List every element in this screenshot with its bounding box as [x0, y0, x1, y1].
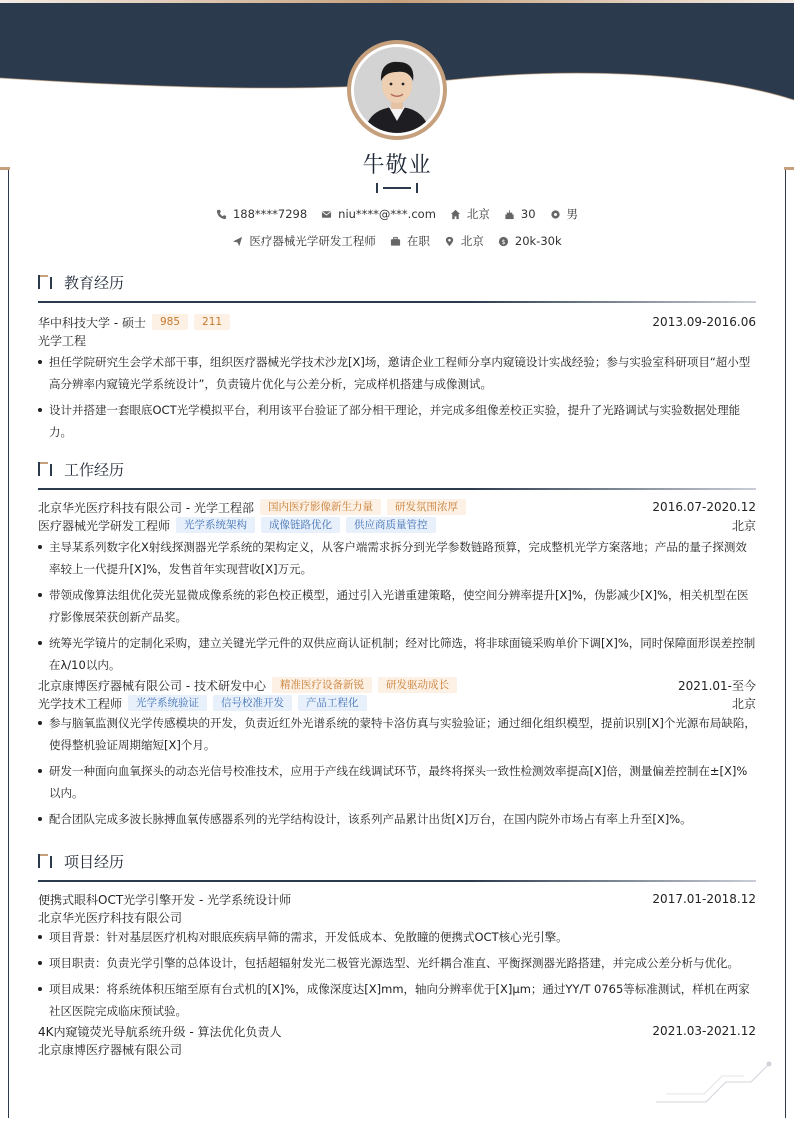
- name-divider: [376, 183, 418, 193]
- home-icon: [450, 209, 461, 220]
- section-marker-icon: [38, 462, 56, 476]
- section-title: 项目经历: [64, 852, 125, 871]
- section-marker-icon: [38, 275, 56, 289]
- section-divider: [38, 880, 756, 882]
- email-icon: [321, 209, 332, 220]
- age-value: 30: [520, 207, 536, 221]
- project-entry: [38, 890, 756, 1022]
- salary-range: 20k-30k: [514, 234, 562, 248]
- education-section: [38, 272, 756, 447]
- section-marker-icon: [38, 854, 56, 868]
- section-title: 工作经历: [64, 460, 125, 479]
- job-role: 光学技术工程师: [38, 696, 123, 711]
- section-divider: [38, 301, 756, 303]
- salary-icon: [498, 236, 509, 247]
- city-info: [450, 206, 490, 222]
- skill-tag: 供应商质量管控: [346, 517, 436, 533]
- target-city: 北京: [460, 234, 484, 248]
- right-border-line: [785, 168, 786, 1118]
- contact-row: [0, 206, 794, 222]
- date-range: 2013.09-2016.06: [652, 315, 756, 329]
- list-item: 项目成果：将系统体积压缩至原有台式机的[X]%，成像深度达[X]mm，轴向分辨率优于[X]μm；通过YY/T 0765等标准测试，样机在两家社区医院完成临床预试验。: [38, 978, 756, 1022]
- list-item: 配合团队完成多波长脉搏血氧传感器系列的光学结构设计，该系列产品累计出货[X]万台，在国内院外市场占有率上升至[X]%。: [38, 808, 756, 830]
- list-item: 带领成像算法组优化荧光显微成像系统的彩色校正模型，通过引入光谱重建策略，使空间分辨率提升[X]%，伪影减少[X]%，相关机型在医疗影像展荣获创新产品奖。: [38, 584, 756, 628]
- project-name-role: 4K内窥镜荧光导航系统升级 - 算法优化负责人: [38, 1024, 282, 1039]
- candidate-name: 牛敬业: [362, 153, 432, 178]
- job-intent-row: [0, 233, 794, 249]
- phone-info[interactable]: [216, 207, 307, 221]
- major: 光学工程: [38, 333, 87, 348]
- skill-tag: 产品工程化: [298, 695, 367, 711]
- tag-badge: 精准医疗设备新锐: [272, 677, 372, 693]
- list-item: 项目背景：针对基层医疗机构对眼底疾病早筛的需求，开发低成本、免散瞳的便携式OCT核心光引擎。: [38, 926, 756, 948]
- date-range: 2016.07-2020.12: [652, 500, 756, 514]
- location-icon: [444, 236, 455, 247]
- project-org: 北京华光医疗科技有限公司: [38, 910, 183, 925]
- city-value: 北京: [466, 207, 490, 221]
- list-item: 设计并搭建一套眼底OCT光学模拟平台，利用该平台验证了部分相干理论，并完成多组像差校正实验，提升了光路调试与实验数据处理能力。: [38, 399, 756, 443]
- salary-info: [498, 234, 562, 248]
- skill-tag: 信号校准开发: [213, 695, 292, 711]
- avatar-frame: [347, 40, 447, 140]
- skill-tag: 光学系统架构: [176, 517, 255, 533]
- employment-status: 在职: [406, 234, 430, 248]
- email-address: niu****@***.com: [338, 207, 436, 221]
- status-info: [390, 233, 430, 249]
- age-icon: [504, 209, 515, 220]
- list-item: 主导某系列数字化X射线探测器光学系统的架构定义，从客户端需求拆分到光学参数链路预算，完成整机光学方案落地；产品的量子探测效率较上一代提升[X]%，发售首年实现营收[X]万元。: [38, 536, 756, 580]
- project-name-role: 便携式眼科OCT光学引擎开发 - 光学系统设计师: [38, 892, 292, 907]
- work-entry: [38, 676, 756, 830]
- tag-badge: 211: [194, 314, 230, 330]
- email-info[interactable]: [321, 207, 436, 221]
- phone-number: 188****7298: [232, 207, 308, 221]
- date-range: 2017.01-2018.12: [652, 892, 756, 906]
- svg-text:$: $: [501, 237, 506, 246]
- target-title: 医疗器械光学研发工程师: [249, 234, 376, 248]
- company-department: 北京华光医疗科技有限公司 - 光学工程部: [38, 500, 254, 515]
- target-title-info: [232, 233, 376, 249]
- job-location: 北京: [731, 518, 756, 533]
- gender-value: 男: [566, 207, 579, 221]
- tag-badge: 研发氛围浓厚: [387, 499, 466, 515]
- tag-badge: 985: [152, 314, 188, 330]
- section-divider: [38, 488, 756, 490]
- left-border-line: [8, 168, 9, 1118]
- job-location: 北京: [731, 696, 756, 711]
- gender-info: [550, 206, 579, 222]
- date-range: 2021.01-至今: [678, 678, 756, 693]
- list-item: 担任学院研究生会学术部干事，组织医疗器械光学技术沙龙[X]场，邀请企业工程师分享内窥镜设计实战经验；参与实验室科研项目“超小型高分辨率内窥镜光学系统设计”，负责镜片优化与公差分析，完成样机搭建与成像测试。: [38, 351, 756, 395]
- list-item: 研发一种面向血氧探头的动态光信号校准技术，应用于产线在线调试环节，最终将探头一致性检测效率提高[X]倍，测量偏差控制在±[X]%以内。: [38, 760, 756, 804]
- send-icon: [232, 236, 243, 247]
- education-entry: [38, 313, 756, 443]
- age-info: [504, 207, 536, 221]
- company-department: 北京康博医疗器械有限公司 - 技术研发中心: [38, 678, 266, 693]
- decorative-circuit-art: [656, 1048, 776, 1108]
- gender-icon: [550, 209, 561, 220]
- portrait-photo: [354, 47, 440, 133]
- project-entry: [38, 1022, 756, 1058]
- target-city-info: [444, 233, 484, 249]
- list-item: 项目职责：负责光学引擎的总体设计，包括超辐射发光二极管光源选型、光纤耦合准直、平衡探测器光路搭建，并完成公差分析与优化。: [38, 952, 756, 974]
- school-degree: 华中科技大学 - 硕士: [38, 315, 146, 330]
- tag-badge: 研发驱动成长: [378, 677, 457, 693]
- section-title: 教育经历: [64, 273, 125, 292]
- list-item: 统筹光学镜片的定制化采购，建立关键光学元件的双供应商认证机制；经对比筛选，将非球面镜采购单价下调[X]%，同时保障面形误差控制在λ/10以内。: [38, 632, 756, 676]
- briefcase-icon: [390, 236, 401, 247]
- date-range: 2021.03-2021.12: [652, 1024, 756, 1038]
- projects-section: [38, 851, 756, 1058]
- avatar: [351, 44, 443, 136]
- work-section: [38, 459, 756, 834]
- list-item: 参与脑氧监测仪光学传感模块的开发，负责近红外光谱系统的蒙特卡洛仿真与实验验证；通过细化组织模型，提前识别[X]个光源布局缺陷，使得整机验证周期缩短[X]个月。: [38, 712, 756, 756]
- phone-icon: [216, 209, 227, 220]
- work-entry: [38, 498, 756, 676]
- tag-badge: 国内医疗影像新生力量: [260, 499, 381, 515]
- job-role: 医疗器械光学研发工程师: [38, 518, 171, 533]
- project-org: 北京康博医疗器械有限公司: [38, 1042, 183, 1057]
- skill-tag: 成像链路优化: [261, 517, 340, 533]
- skill-tag: 光学系统验证: [128, 695, 207, 711]
